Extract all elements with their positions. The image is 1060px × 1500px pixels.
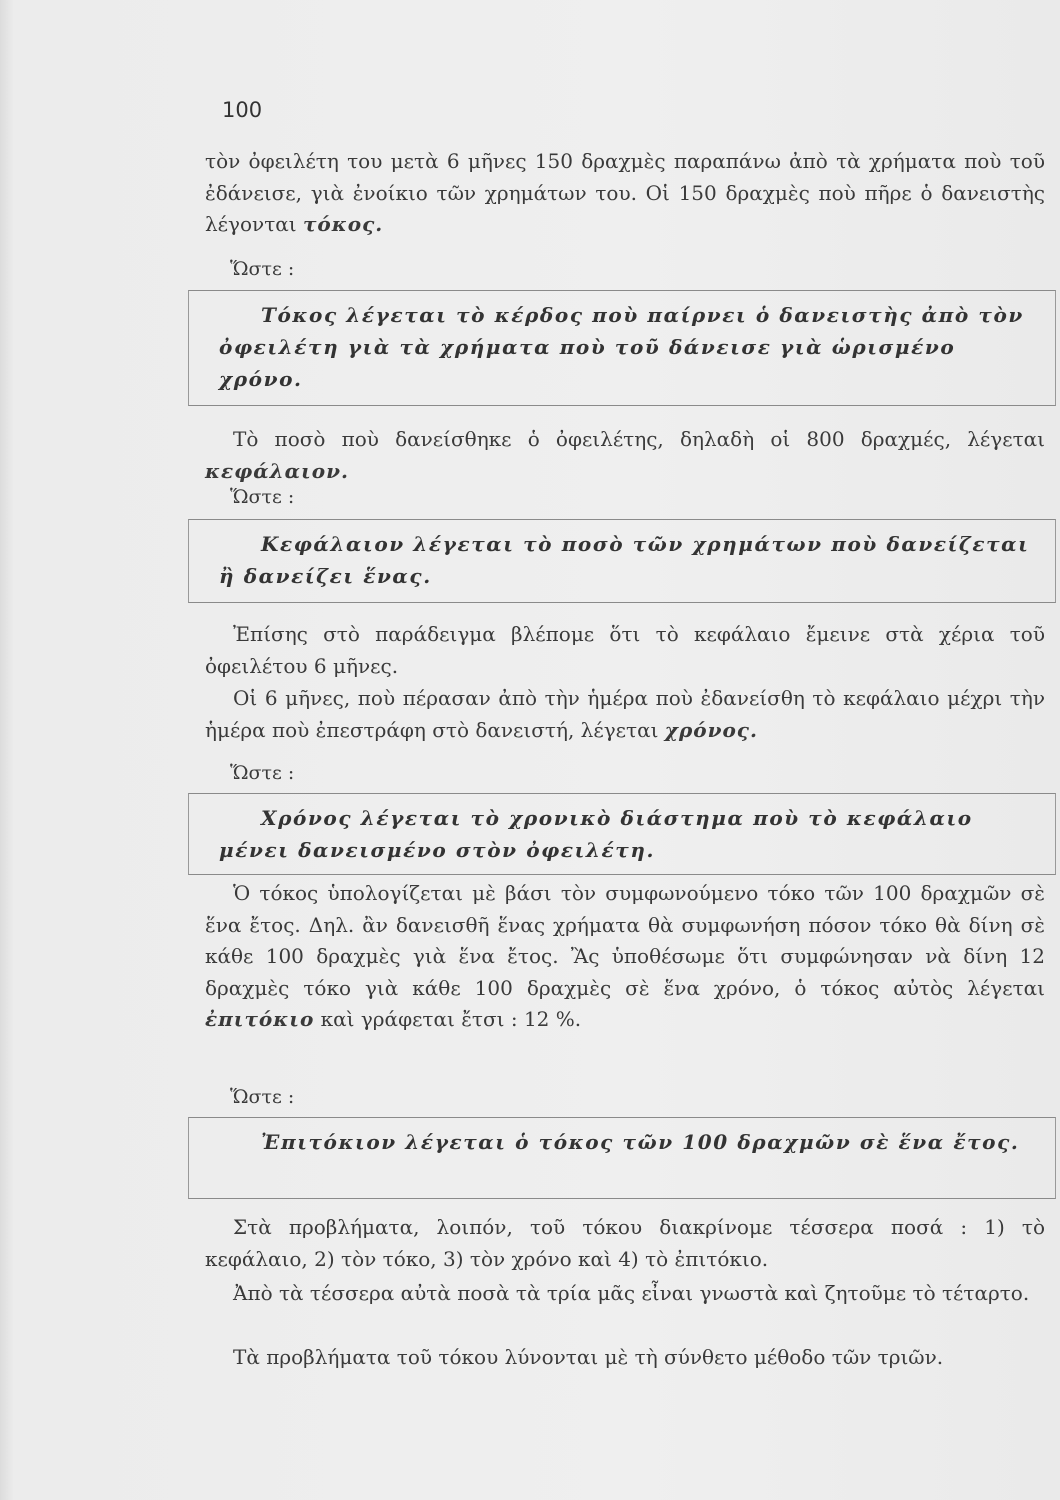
paragraph-capital-intro <box>205 424 1045 487</box>
paragraph-three-known <box>205 1278 1045 1310</box>
paragraph-text: Τὰ προβλήματα τοῦ τόκου λύνονται μὲ τὴ σύνθετο μέθοδο τῶν τριῶν. <box>233 1345 944 1369</box>
paragraph-text: καὶ γράφεται ἔτσι : 12 %. <box>320 1007 582 1031</box>
term-interest: τόκος. <box>302 212 384 236</box>
paragraph-text: Ἀπὸ τὰ τέσσερα αὐτὰ ποσὰ τὰ τρία μᾶς εἶναι γνωστὰ καὶ ζητοῦμε τὸ τέταρτο. <box>233 1281 1030 1305</box>
term-rate: ἐπιτόκιο <box>205 1007 315 1031</box>
definition-text: Τόκος λέγεται τὸ κέρδος ποὺ παίρνει ὁ δανειστὴς ἀπὸ τὸν ὀφειλέτη γιὰ τὰ χρήματα ποὺ τοῦ δάνεισε γιὰ ὡρισμένο χρόνο. <box>219 303 1024 391</box>
paragraph-text: Τὸ ποσὸ ποὺ δανείσθηκε ὁ ὀφειλέτης, δηλαδὴ οἱ 800 δραχμές, λέγεται <box>233 427 1045 451</box>
paragraph-method <box>205 1342 1045 1374</box>
paragraph-text: Ὁ τόκος ὑπολογίζεται μὲ βάσι τὸν συμφωνούμενο τόκο τῶν 100 δραχμῶν σὲ ἕνα ἔτος. Δηλ. ἂν δανεισθῆ ἕνας χρήματα θὰ συμφωνήση πόσον τόκο θὰ δίνη σὲ κάθε 100 δραχμὲς γιὰ ἕνα ἔτος. Ἂς ὑποθέσωμε ὅτι συμφώνησαν νὰ δίνη 12 δραχμὲς τόκο γιὰ κάθε 100 δραχμὲς σὲ ἕνα χρόνο, ὁ τόκος αὐτὸς λέγεται <box>205 881 1045 1000</box>
page-number: 100 <box>222 98 263 122</box>
paragraph-text: Οἱ 6 μῆνες, ποὺ πέρασαν ἀπὸ τὴν ἡμέρα ποὺ ἐδανείσθη τὸ κεφάλαιο μέχρι τὴν ἡμέρα ποὺ ἐπεστράφη στὸ δανειστή, λέγεται <box>205 686 1045 742</box>
paragraph-example <box>205 619 1045 682</box>
definition-text: Χρόνος λέγεται τὸ χρονικὸ διάστημα ποὺ τὸ κεφάλαιο μένει δανεισμένο στὸν ὀφειλέτη. <box>219 806 973 862</box>
term-capital: κεφάλαιον. <box>205 458 349 483</box>
definition-box-time <box>188 793 1056 875</box>
oste-label: Ὥστε : <box>230 1086 295 1108</box>
paragraph-text: Στὰ προβλήματα, λοιπόν, τοῦ τόκου διακρίνομε τέσσερα ποσά : 1) τὸ κεφάλαιο, 2) τὸν τόκο, 3) τὸν χρόνο καὶ 4) τὸ ἐπιτόκιο. <box>205 1215 1045 1271</box>
definition-text: Ἐπιτόκιον λέγεται ὁ τόκος τῶν 100 δραχμῶν σὲ ἕνα ἔτος. <box>261 1130 1020 1154</box>
definition-box-interest <box>188 290 1056 406</box>
term-time: χρόνος. <box>664 717 758 742</box>
definition-text: Κεφάλαιον λέγεται τὸ ποσὸ τῶν χρημάτων ποὺ δανείζεται ἢ δανείζει ἕνας. <box>219 532 1030 588</box>
paragraph-text: Ἐπίσης στὸ παράδειγμα βλέπομε ὅτι τὸ κεφάλαιο ἔμεινε στὰ χέρια τοῦ ὀφειλέτου 6 μῆνες. <box>205 622 1045 678</box>
paragraph-rate-intro <box>205 878 1045 1036</box>
definition-box-capital <box>188 519 1056 603</box>
oste-label: Ὥστε : <box>230 762 295 784</box>
paragraph-time-intro <box>205 683 1045 746</box>
paragraph-interest-intro <box>205 146 1045 241</box>
definition-box-rate <box>188 1117 1056 1199</box>
paragraph-four-quantities <box>205 1212 1045 1275</box>
oste-label: Ὥστε : <box>230 486 295 508</box>
oste-label: Ὥστε : <box>230 258 295 280</box>
paragraph-text: τὸν ὀφειλέτη του μετὰ 6 μῆνες 150 δραχμὲς παραπάνω ἀπὸ τὰ χρήματα ποὺ τοῦ ἐδάνεισε, γιὰ ἐνοίκιο τῶν χρημάτων του. Οἱ 150 δραχμὲς ποὺ πῆρε ὁ δανειστὴς λέγονται <box>205 149 1045 236</box>
